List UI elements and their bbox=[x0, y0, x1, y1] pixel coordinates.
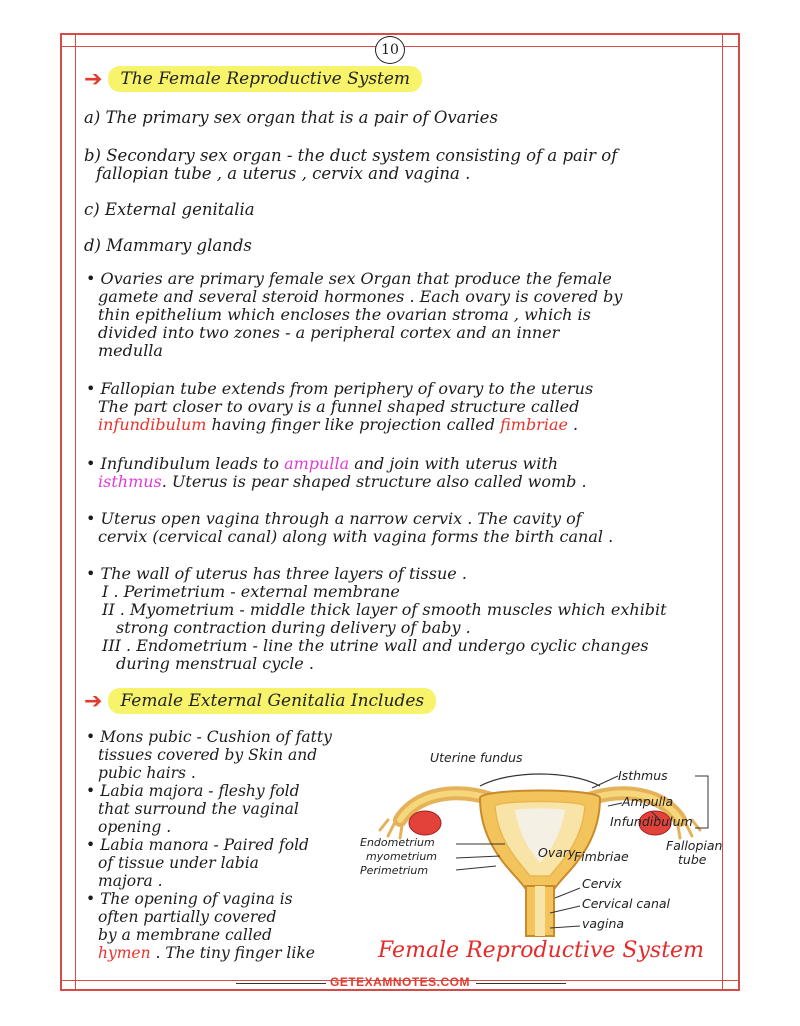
external-line: of tissue under labia bbox=[98, 854, 259, 872]
ovaries-line: medulla bbox=[98, 341, 163, 360]
fallopian-line: infundibulum having finger like projection called fimbriae . bbox=[98, 415, 579, 434]
wall-line: • The wall of uterus has three layers of tissue . bbox=[86, 564, 467, 583]
label-endometrium: Endometrium bbox=[360, 836, 435, 849]
arrow-icon: ➔ bbox=[84, 66, 103, 92]
external-line: tissues covered by Skin and bbox=[98, 746, 318, 764]
uterus-line: cervix (cervical canal) along with vagina forms the birth canal . bbox=[98, 527, 614, 546]
item-b-line1: b) Secondary sex organ - the duct system consisting of a pair of bbox=[84, 146, 618, 165]
item-c: c) External genitalia bbox=[84, 200, 255, 219]
page-number: 10 bbox=[375, 36, 405, 64]
external-line: by a membrane called bbox=[98, 926, 272, 944]
arrow-icon: ➔ bbox=[84, 688, 103, 714]
ovaries-line: thin epithelium which encloses the ovarian stroma , which is bbox=[98, 305, 591, 324]
external-line: majora . bbox=[98, 872, 163, 890]
label-vagina: vagina bbox=[582, 916, 625, 931]
left-ovary bbox=[409, 811, 441, 835]
heading-external-genitalia bbox=[84, 688, 436, 714]
label-uterine-fundus: Uterine fundus bbox=[430, 750, 523, 765]
label-ovary: Ovary bbox=[538, 845, 576, 860]
wall-line: III . Endometrium - line the utrine wall and undergo cyclic changes bbox=[102, 636, 649, 655]
label-myometrium: myometrium bbox=[366, 850, 438, 863]
label-fallopian: Fallopian bbox=[666, 838, 723, 853]
external-line: pubic hairs . bbox=[98, 764, 196, 782]
footer-site-name: GETEXAMNOTES.COM bbox=[329, 975, 470, 989]
bullet-infundibulum bbox=[86, 455, 587, 491]
bullet-fallopian bbox=[86, 380, 593, 434]
diagram-title: Female Reproductive System bbox=[378, 938, 704, 963]
wall-line: I . Perimetrium - external membrane bbox=[102, 582, 400, 601]
label-isthmus: Isthmus bbox=[618, 768, 668, 783]
heading-title: Female External Genitalia Includes bbox=[108, 688, 436, 714]
external-line: opening . bbox=[98, 818, 172, 836]
bullet-ovaries bbox=[86, 270, 622, 360]
fundus-line bbox=[480, 774, 600, 786]
uterus-line: • Uterus open vagina through a narrow cervix . The cavity of bbox=[86, 509, 582, 528]
fallopian-bracket bbox=[695, 776, 708, 828]
wall-line: during menstrual cycle . bbox=[116, 654, 314, 673]
label-perimetrium: Perimetrium bbox=[360, 864, 429, 877]
uterus-diagram bbox=[360, 748, 723, 938]
ovaries-line: gamete and several steroid hormones . Each ovary is covered by bbox=[98, 287, 623, 306]
label-cervical-canal: Cervical canal bbox=[582, 896, 670, 911]
fallopian-line: • Fallopian tube extends from periphery of ovary to the uterus bbox=[86, 379, 594, 398]
external-line: • Labia majora - fleshy fold bbox=[86, 782, 300, 800]
external-line: • The opening of vagina is bbox=[86, 890, 293, 908]
external-line: often partially covered bbox=[98, 908, 277, 926]
infundibulum-line: isthmus. Uterus is pear shaped structure also called womb . bbox=[98, 472, 587, 491]
fallopian-line: The part closer to ovary is a funnel shaped structure called bbox=[98, 397, 580, 416]
ovaries-line: divided into two zones - a peripheral cortex and an inner bbox=[98, 323, 560, 342]
bullet-uterus bbox=[86, 510, 613, 546]
term-ampulla: ampulla bbox=[284, 454, 350, 473]
item-a: a) The primary sex organ that is a pair of Ovaries bbox=[84, 108, 498, 127]
term-infundibulum: infundibulum bbox=[98, 415, 207, 434]
heading-title: The Female Reproductive System bbox=[108, 66, 422, 92]
term-isthmus: isthmus bbox=[98, 472, 162, 491]
external-line: • Labia manora - Paired fold bbox=[86, 836, 309, 854]
term-fimbriae: fimbriae bbox=[500, 415, 568, 434]
item-b-line2: fallopian tube , a uterus , cervix and vagina . bbox=[96, 164, 471, 183]
term-hymen: hymen bbox=[98, 944, 151, 962]
label-ampulla: Ampulla bbox=[622, 794, 674, 809]
frame-left-rule bbox=[75, 33, 76, 991]
wall-line: strong contraction during delivery of baby . bbox=[116, 618, 471, 637]
wall-line: II . Myometrium - middle thick layer of smooth muscles which exhibit bbox=[102, 600, 667, 619]
item-d: d) Mammary glands bbox=[84, 236, 252, 255]
label-infundibulum: Infundibulum bbox=[610, 814, 693, 829]
label-cervix: Cervix bbox=[582, 876, 622, 891]
cervical-canal-shape bbox=[535, 886, 545, 936]
external-genitalia-list bbox=[86, 728, 332, 962]
infundibulum-line: • Infundibulum leads to ampulla and join with uterus with bbox=[86, 454, 559, 473]
bullet-wall bbox=[86, 565, 667, 673]
ovaries-line: • Ovaries are primary female sex Organ that produce the female bbox=[86, 269, 612, 288]
external-line: that surround the vaginal bbox=[98, 800, 299, 818]
label-fimbriae: Fimbriae bbox=[574, 849, 629, 864]
external-line: hymen . The tiny finger like bbox=[98, 944, 315, 962]
heading-female-reproductive-system bbox=[84, 66, 422, 92]
external-line: • Mons pubic - Cushion of fatty bbox=[86, 728, 332, 746]
label-tube: tube bbox=[678, 852, 707, 867]
